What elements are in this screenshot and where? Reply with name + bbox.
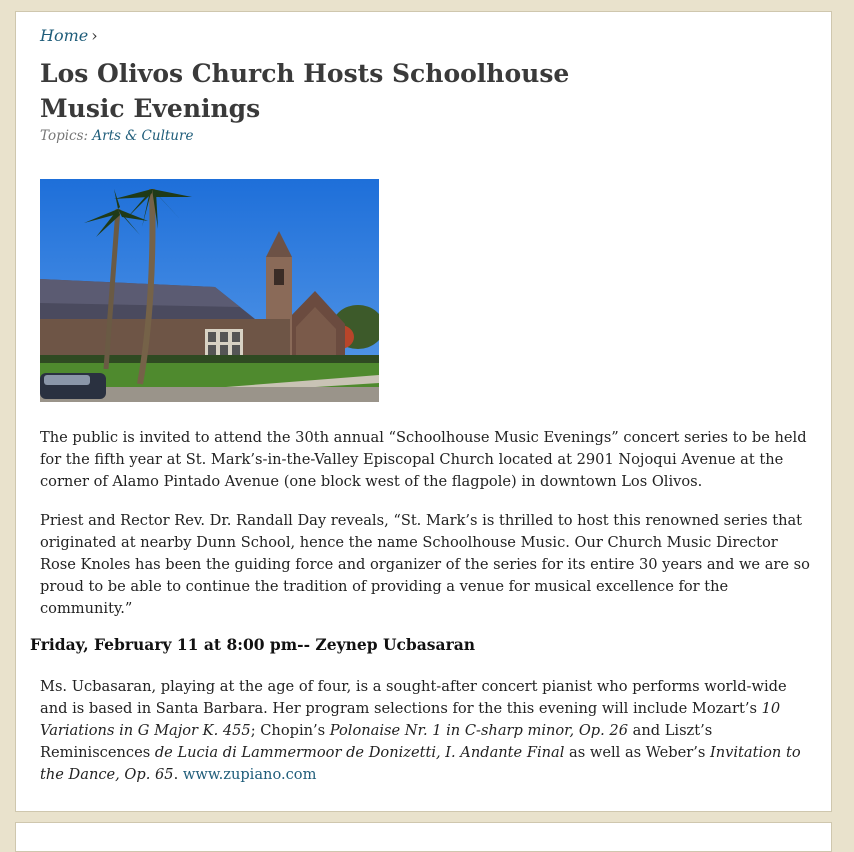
event-text-2: ; Chopin’s [250,722,330,739]
breadcrumb-home-link[interactable]: Home [40,26,89,45]
event-text-4: as well as Weber’s [564,744,710,761]
event-heading: Friday, February 11 at 8:00 pm-- Zeynep Ucbasaran [30,635,476,654]
breadcrumb [40,26,98,45]
paragraph-intro: The public is invited to attend the 30th annual “Schoolhouse Music Evenings” concert series to be held for the fifth year at St. Mark’s-in-the-Valley Episcopal Church located at 2901 Nojoqui Avenue at the corner of Alamo Pintado Avenue (one block west of the flagpole) in downtown Los Olivos. [40,429,807,490]
church-photo [40,179,379,402]
event-text-3: and Liszt’s Reminiscences [40,722,713,761]
topics-label: Topics: [40,128,89,144]
paragraph-quote: Priest and Rector Rev. Dr. Randall Day reveals, “St. Mark’s is thrilled to host this renowned series that originated at nearby Dunn School, hence the name Schoolhouse Music. Our Church Music Director Rose Knoles has been the guiding force and organizer of the series for its entire 30 years and we are so proud to be able to continue the tradition of providing a venue for musical excellence for the community.” [40,512,810,617]
breadcrumb-separator: › [91,26,98,45]
event-text-1: Ms. Ucbasaran, playing at the age of four, is a sought-after concert pianist who performs world-wide and is based in Santa Barbara. Her program selections for the this evening will include Mozart’s [40,678,787,717]
event-work-mozart: 10 Variations in G Major K. 455 [40,700,781,739]
topics-line [40,128,193,144]
event-work-chopin: Polonaise Nr. 1 in C-sharp minor, Op. 26 [329,722,628,739]
event-work-weber: Invitation to the Dance, Op. 65 [40,744,801,783]
next-card [15,822,832,852]
article-title: Los Olivos Church Hosts Schoolhouse Music Evenings [40,59,570,123]
event-text-5: . [173,766,183,783]
zupiano-link[interactable]: www.zupiano.com [182,766,317,783]
event-work-liszt: de Lucia di Lammermoor de Donizetti, I. Andante Final [154,744,565,761]
paragraph-event-details [40,676,812,786]
article-card [15,11,832,812]
topic-link-arts-culture[interactable]: Arts & Culture [92,128,194,144]
